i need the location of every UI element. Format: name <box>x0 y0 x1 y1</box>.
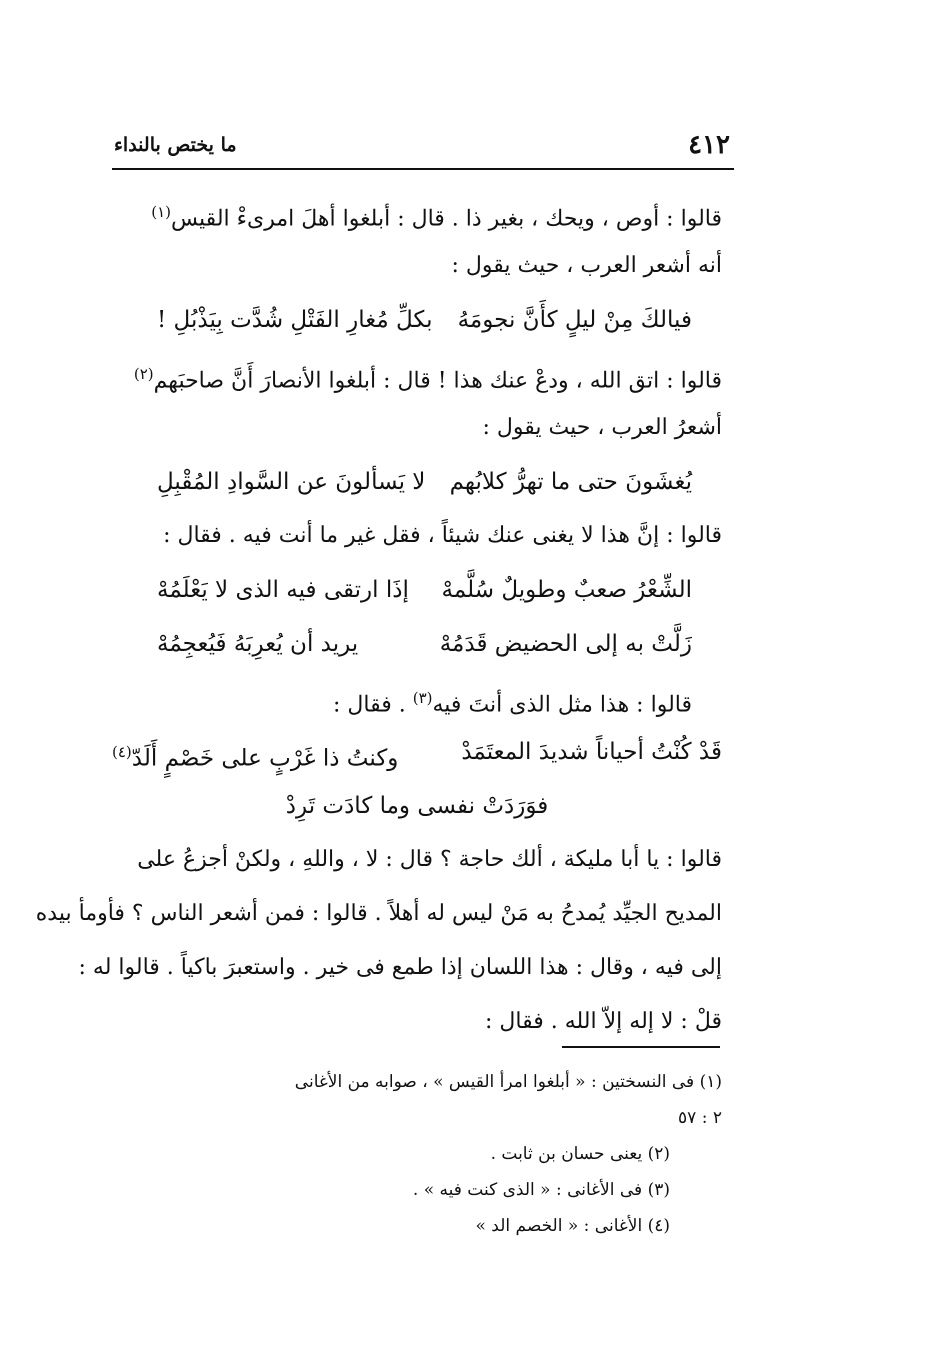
verse-second-hemistich: لا يَسألونَ عن السَّوادِ المُقْبِلِ <box>157 469 426 495</box>
footnote: (٢) يعنى حسان بن ثابت . <box>490 1144 670 1164</box>
verse <box>112 455 722 509</box>
text-line: قالوا : يا أبا مليكة ، ألك حاجة ؟ قال : لا ، واللهِ ، ولكنْ أجزعُ على <box>137 847 722 872</box>
text-line <box>112 185 722 239</box>
footnote-continuation: ٢ : ٥٧ <box>678 1108 722 1128</box>
text-line: أشعرُ العرب ، حيث يقول : <box>482 415 722 440</box>
line-text: قالوا : هذا مثل الذى أنتَ فيه <box>432 692 692 718</box>
footnote-ref: (٢) <box>133 365 154 383</box>
main-text <box>35 185 722 1049</box>
text-line: المديح الجيِّد يُمدحُ به مَنْ ليس له أهلاً . قالوا : فمن أشعر الناس ؟ فأومأ بيده <box>35 901 722 926</box>
verse-second-hemistich: بكلِّ مُغارِ الفَتْلِ شُدَّت بِيَذْبُلِ ! <box>157 307 433 333</box>
verse-first-hemistich: الشِّعْرُ صعبٌ وطويلٌ سُلَّمهْ <box>441 577 692 603</box>
verse-second-hemistich: وكنتُ ذا غَرْبٍ على خَصْمٍ أَلَدّ$^{(٤)}$ <box>112 743 399 772</box>
header-rule <box>112 168 734 170</box>
page-number: ٤١٢ <box>688 130 730 160</box>
footnote-ref: (٤) <box>112 743 132 761</box>
verse <box>112 725 722 779</box>
footnote-ref: (١) <box>151 203 171 221</box>
verse-single-hemistich: فوَرَدَتْ نفسى وما كادَت تَرِدْ <box>285 793 549 819</box>
text-line: قالوا : إنَّ هذا لا يغنى عنك شيئاً ، فقل غير ما أنت فيه . فقال : <box>163 523 722 548</box>
footnote: (٣) فى الأغانى : « الذى كنت فيه » . <box>412 1180 670 1200</box>
verse <box>112 563 722 617</box>
verse <box>112 779 722 833</box>
footnote: (٤) الأغانى : « الخصم الد » <box>475 1216 670 1236</box>
text-line: إلى فيه ، وقال : هذا اللسان إذا طمع فى خير . واستعبرَ باكياً . قالوا له : <box>78 955 722 980</box>
footnote: (١) فى النسختين : « أبلغوا امرأ القيس » ، صوابه من الأغانى <box>294 1072 722 1092</box>
verse <box>112 617 722 671</box>
verse-second-hemistich: يريد أن يُعرِبَهُ فَيُعجِمُهْ <box>157 631 359 657</box>
verse-second-hemistich: إذَا ارتقى فيه الذى لا يَعْلَمُهْ <box>157 577 409 603</box>
verse-first-hemistich: فيالكَ مِنْ ليلٍ كأَنَّ نجومَهُ <box>457 307 692 333</box>
line-text: قالوا : أوص ، ويحك ، بغير ذا . قال : أبلغوا أهلَ امرىءْ القيس <box>171 206 722 232</box>
footnote-rule <box>562 1046 720 1048</box>
verse-first-hemistich: زَلَّتْ به إلى الحضيض قَدَمُهْ <box>439 631 692 657</box>
text-line <box>112 671 722 725</box>
text-line: قلْ : لا إله إلاّ الله . فقال : <box>485 1009 722 1034</box>
verse-first-hemistich: يُغشَونَ حتى ما تهرُّ كلابُهم <box>449 469 692 495</box>
footnote-ref: (٣) <box>412 689 433 707</box>
text-line <box>112 347 722 401</box>
footnotes <box>112 1064 722 1244</box>
line-text: . فقال : <box>332 692 406 718</box>
page-header <box>112 128 732 168</box>
line-text: قالوا : اتق الله ، ودعْ عنك هذا ! قال : أبلغوا الأنصارَ أَنَّ صاحبَهم <box>153 368 722 394</box>
text-line: أنه أشعر العرب ، حيث يقول : <box>451 253 722 278</box>
running-title: ما يختص بالنداء <box>114 134 237 156</box>
verse <box>112 293 722 347</box>
verse-first-hemistich: قَدْ كُنْتُ أحياناً شديدَ المعتَمَدْ <box>461 739 722 765</box>
